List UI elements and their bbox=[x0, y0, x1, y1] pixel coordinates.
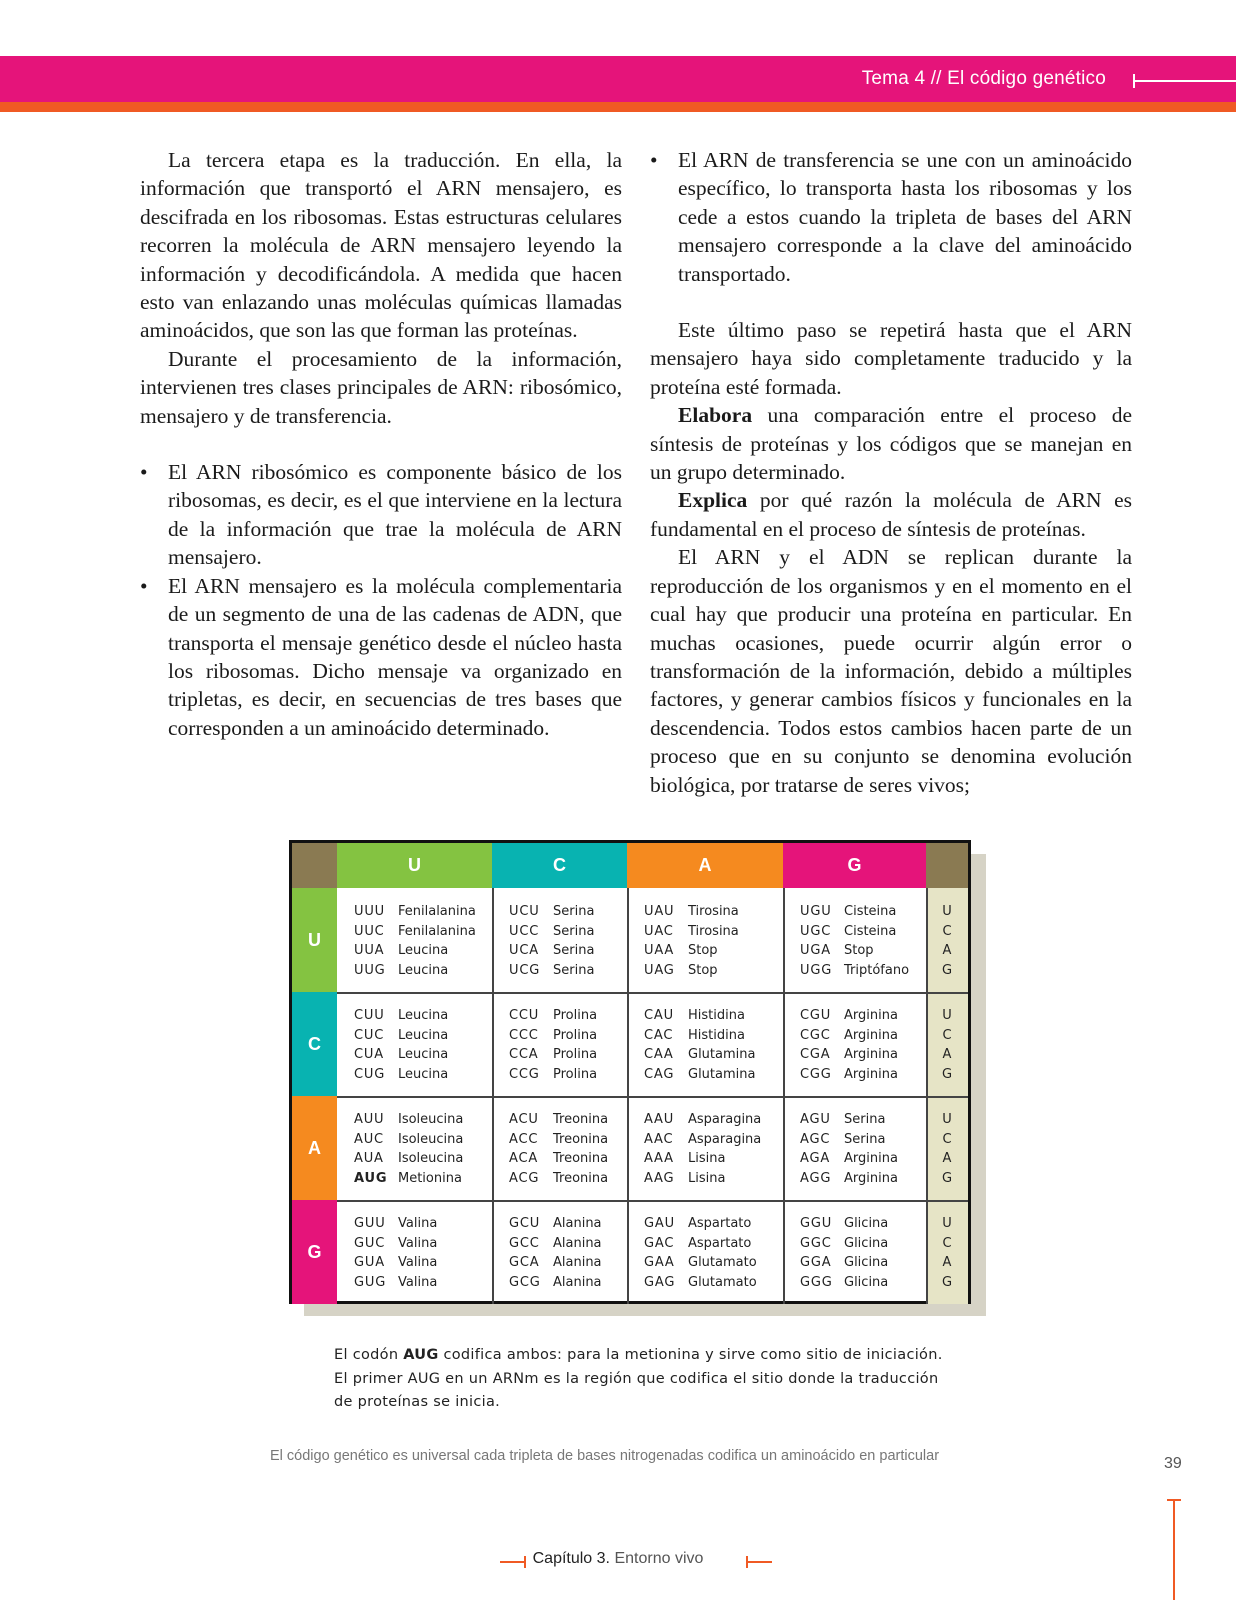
third-base: U bbox=[942, 1112, 952, 1127]
codon-cell bbox=[800, 1214, 888, 1292]
codon-entry bbox=[509, 1149, 608, 1169]
paragraph-ultimo-paso: Este último paso se repetirá hasta que el ARN mensajero haya sido completamente traducido y la proteína esté formada. bbox=[650, 318, 1132, 399]
codon-entry bbox=[800, 1273, 888, 1293]
amino-acid: Histidina bbox=[688, 1027, 745, 1043]
third-base: U bbox=[942, 1008, 952, 1023]
amino-acid: Histidina bbox=[688, 1008, 745, 1023]
codon: AGG bbox=[800, 1170, 832, 1186]
column-header-a: A bbox=[627, 843, 783, 888]
codon: CUU bbox=[354, 1008, 385, 1023]
codon-cell bbox=[509, 1214, 602, 1292]
amino-acid: Glutamina bbox=[688, 1047, 756, 1063]
header-tick bbox=[1133, 74, 1135, 88]
amino-acid: Aspartato bbox=[688, 1235, 752, 1251]
codon: ACC bbox=[509, 1131, 539, 1147]
amino-acid: Glicina bbox=[844, 1235, 889, 1251]
codon: AAG bbox=[644, 1170, 675, 1186]
codon-entry bbox=[644, 1149, 761, 1169]
codon-entry bbox=[509, 1065, 597, 1085]
amino-acid: Serina bbox=[844, 1131, 886, 1147]
codon-cell bbox=[354, 1214, 437, 1292]
codon-entry bbox=[644, 941, 739, 961]
amino-acid: Lisina bbox=[688, 1151, 726, 1167]
codon-entry bbox=[354, 1130, 463, 1150]
page-side-tick bbox=[1167, 1499, 1181, 1501]
amino-acid: Serina bbox=[553, 923, 595, 939]
codon-entry bbox=[644, 1130, 761, 1150]
amino-acid: Isoleucina bbox=[398, 1151, 464, 1167]
codon-entry bbox=[644, 1234, 757, 1254]
paragraph-elabora bbox=[650, 401, 1132, 486]
codon-entry bbox=[800, 1130, 898, 1150]
codon: GAU bbox=[644, 1216, 675, 1231]
third-base-labels bbox=[926, 902, 968, 980]
codon: CGC bbox=[800, 1027, 831, 1043]
third-base: G bbox=[941, 962, 953, 978]
codon-entry bbox=[354, 1110, 463, 1130]
amino-acid: Serina bbox=[553, 962, 595, 978]
codon-entry bbox=[509, 1026, 597, 1046]
amino-acid: Aspartato bbox=[688, 1216, 752, 1231]
amino-acid: Glicina bbox=[844, 1216, 889, 1231]
grid-line bbox=[337, 992, 968, 994]
amino-acid: Serina bbox=[553, 943, 595, 959]
amino-acid: Glutamina bbox=[688, 1066, 756, 1082]
amino-acid: Cisteina bbox=[844, 923, 897, 939]
codon: GGG bbox=[800, 1274, 833, 1290]
codon-entry bbox=[800, 1214, 888, 1234]
codon-cell bbox=[644, 1006, 755, 1084]
codon-entry bbox=[509, 1253, 602, 1273]
third-base: C bbox=[942, 923, 952, 939]
amino-acid: Leucina bbox=[398, 1047, 449, 1063]
codon-entry bbox=[644, 1006, 755, 1026]
codon-entry bbox=[644, 1110, 761, 1130]
codon: UAA bbox=[644, 943, 675, 959]
codon-entry bbox=[509, 1006, 597, 1026]
codon: GCC bbox=[509, 1235, 540, 1251]
amino-acid: Alanina bbox=[553, 1235, 602, 1251]
codon-cell bbox=[354, 902, 476, 980]
codon-entry bbox=[509, 902, 594, 922]
paragraph-elabora-text: una comparación entre el proceso de síntesis de proteínas y los códigos que se manejan en un grupo determinado. bbox=[650, 403, 1132, 485]
codon-entry bbox=[644, 1273, 757, 1293]
amino-acid: Alanina bbox=[553, 1274, 602, 1290]
section-title: Tema 4 // El código genético bbox=[861, 68, 1106, 89]
codon-entry bbox=[800, 1169, 898, 1189]
amino-acid: Stop bbox=[688, 943, 718, 959]
amino-acid: Glutamato bbox=[688, 1255, 757, 1271]
codon: ACA bbox=[509, 1151, 539, 1167]
amino-acid: Glicina bbox=[844, 1274, 889, 1290]
codon: UGU bbox=[800, 904, 832, 919]
codon: GAG bbox=[644, 1274, 676, 1290]
amino-acid: Stop bbox=[688, 962, 718, 978]
amino-acid: Alanina bbox=[553, 1216, 602, 1231]
codon: UGC bbox=[800, 923, 832, 939]
codon: UAG bbox=[644, 962, 675, 978]
codon-cell bbox=[644, 1110, 761, 1188]
codon: CCC bbox=[509, 1027, 539, 1043]
codon-entry bbox=[509, 1130, 608, 1150]
third-base-labels bbox=[926, 1110, 968, 1188]
third-base: A bbox=[942, 1255, 952, 1271]
codon: GUC bbox=[354, 1235, 386, 1251]
codon: AUG bbox=[354, 1170, 388, 1186]
caption-text-pre: El codón bbox=[334, 1347, 404, 1363]
amino-acid: Arginina bbox=[844, 1008, 898, 1023]
codon: GUA bbox=[354, 1255, 385, 1271]
codon-entry bbox=[800, 1026, 898, 1046]
amino-acid: Treonina bbox=[553, 1131, 609, 1147]
amino-acid: Treonina bbox=[553, 1151, 609, 1167]
codon: CGG bbox=[800, 1066, 832, 1082]
footer-chapter: Capítulo 3. bbox=[532, 1550, 610, 1567]
footer-chapter-title: Entorno vivo bbox=[614, 1550, 704, 1567]
codon-cell bbox=[644, 902, 739, 980]
third-base: A bbox=[942, 1151, 952, 1167]
codon: ACU bbox=[509, 1112, 539, 1127]
third-base: A bbox=[942, 943, 952, 959]
amino-acid: Valina bbox=[398, 1274, 438, 1290]
amino-acid: Valina bbox=[398, 1216, 438, 1231]
amino-acid: Asparagina bbox=[688, 1131, 762, 1147]
codon-entry bbox=[354, 1026, 448, 1046]
codon: CGU bbox=[800, 1008, 832, 1023]
amino-acid: Metionina bbox=[398, 1170, 462, 1186]
codon-cell bbox=[800, 1006, 898, 1084]
codon-entry bbox=[354, 1214, 437, 1234]
keyword-explica: Explica bbox=[678, 488, 748, 513]
third-base-labels bbox=[926, 1006, 968, 1084]
paragraph-evolucion: El ARN y el ADN se replican durante la reproducción de los organismos y en el momento en el cual hay que producir una proteína en particular. En muchas ocasiones, puede ocurrir algún error o transformación de la información, debido a múltiples factores, y generar cambios físicos y funcionales en la descendencia. Todos estos cambios hacen parte de un proceso que en su conjunto se denomina evolución biológica, por tratarse de seres vivos; bbox=[650, 545, 1132, 797]
codon-entry bbox=[800, 902, 909, 922]
codon-cell bbox=[509, 902, 594, 980]
amino-acid: Valina bbox=[398, 1235, 438, 1251]
third-base: A bbox=[942, 1047, 952, 1063]
codon-entry bbox=[509, 1214, 602, 1234]
paragraph-explica bbox=[650, 486, 1132, 543]
row-header-g: G bbox=[292, 1200, 337, 1304]
codon-entry bbox=[644, 961, 739, 981]
third-base: G bbox=[941, 1170, 953, 1186]
amino-acid: Leucina bbox=[398, 943, 449, 959]
codon-entry bbox=[354, 1253, 437, 1273]
amino-acid: Leucina bbox=[398, 1027, 449, 1043]
codon-cell bbox=[354, 1110, 463, 1188]
table-corner-right bbox=[926, 843, 968, 888]
amino-acid: Leucina bbox=[398, 1066, 449, 1082]
codon-entry bbox=[800, 922, 909, 942]
amino-acid: Triptófano bbox=[844, 962, 910, 978]
codon: ACG bbox=[509, 1170, 540, 1186]
codon: UGG bbox=[800, 962, 833, 978]
codon-entry bbox=[800, 1110, 898, 1130]
codon: GUG bbox=[354, 1274, 387, 1290]
row-header-u: U bbox=[292, 888, 337, 992]
codon-entry bbox=[800, 1045, 898, 1065]
amino-acid: Fenilalanina bbox=[398, 923, 476, 939]
amino-acid: Arginina bbox=[844, 1047, 898, 1063]
paragraph-traduccion: La tercera etapa es la traducción. En ella, la información que transportó el ARN mensajero, es descifrada en los ribosomas. Estas estructuras celulares recorren la molécula de ARN mensajero leyendo la información y decodificándola. A medida que hacen esto van enlazando unas moléculas químicas llamadas aminoácidos, que son las que forman las proteínas. bbox=[140, 148, 622, 343]
codon-entry bbox=[354, 902, 476, 922]
amino-acid: Glutamato bbox=[688, 1274, 757, 1290]
codon: AGU bbox=[800, 1112, 831, 1127]
codon-entry bbox=[509, 922, 594, 942]
codon-entry bbox=[800, 961, 909, 981]
amino-acid: Prolina bbox=[553, 1008, 598, 1023]
codon-entry bbox=[644, 922, 739, 942]
amino-acid: Lisina bbox=[688, 1170, 726, 1186]
amino-acid: Serina bbox=[844, 1112, 886, 1127]
codon: AGC bbox=[800, 1131, 831, 1147]
codon-entry bbox=[800, 1234, 888, 1254]
codon: GCA bbox=[509, 1255, 540, 1271]
codon: GUU bbox=[354, 1216, 386, 1231]
codon: UAU bbox=[644, 904, 675, 919]
third-base: U bbox=[942, 904, 952, 919]
arn-types-list-cont bbox=[650, 146, 1132, 288]
codon: UCU bbox=[509, 904, 540, 919]
codon: UUG bbox=[354, 962, 386, 978]
amino-acid: Serina bbox=[553, 904, 595, 919]
codon: UCG bbox=[509, 962, 541, 978]
codon-entry bbox=[800, 1006, 898, 1026]
row-header-c: C bbox=[292, 992, 337, 1096]
paragraph-clases-arn: Durante el procesamiento de la información, intervienen tres clases principales de ARN: ribosómico, mensajero y de transferencia. bbox=[140, 346, 622, 428]
column-header-c: C bbox=[492, 843, 627, 888]
third-base: G bbox=[941, 1066, 953, 1082]
codon: AUU bbox=[354, 1112, 385, 1127]
amino-acid: Leucina bbox=[398, 1008, 449, 1023]
codon-entry bbox=[509, 961, 594, 981]
codon: CAU bbox=[644, 1008, 674, 1023]
codon-entry bbox=[354, 1149, 463, 1169]
codon: UUU bbox=[354, 904, 385, 919]
codon: GAA bbox=[644, 1255, 675, 1271]
codon-cell bbox=[644, 1214, 757, 1292]
amino-acid: Isoleucina bbox=[398, 1112, 464, 1127]
bullet-arn-ribosomico: • El ARN ribosómico es componente básico de los ribosomas, es decir, es el que interviene en la lectura de la información que trae la molécula de ARN mensajero. bbox=[140, 458, 622, 572]
amino-acid: Valina bbox=[398, 1255, 438, 1271]
amino-acid: Fenilalanina bbox=[398, 904, 476, 919]
codon-entry bbox=[354, 1065, 448, 1085]
codon: AAA bbox=[644, 1151, 674, 1167]
table-corner-left bbox=[292, 843, 337, 888]
table-caption bbox=[334, 1344, 954, 1415]
arn-types-list bbox=[140, 458, 622, 742]
codon-entry bbox=[509, 1234, 602, 1254]
grid-line bbox=[337, 1200, 968, 1202]
codon-entry bbox=[354, 1169, 463, 1189]
codon: AGA bbox=[800, 1151, 831, 1167]
codon: GGC bbox=[800, 1235, 832, 1251]
codon-entry bbox=[644, 1065, 755, 1085]
codon: UCC bbox=[509, 923, 540, 939]
codon-cell bbox=[509, 1110, 608, 1188]
codon-entry bbox=[354, 941, 476, 961]
amino-acid: Glicina bbox=[844, 1255, 889, 1271]
codon: CAC bbox=[644, 1027, 674, 1043]
codon: CUC bbox=[354, 1027, 385, 1043]
third-base: C bbox=[942, 1027, 952, 1043]
codon: AAU bbox=[644, 1112, 675, 1127]
codon-cell bbox=[509, 1006, 597, 1084]
codon: CAA bbox=[644, 1047, 674, 1063]
caption-text-post: codifica ambos: para la metionina y sirve como sitio de iniciación. El primer AUG en un ARNm es la región que codifica el sitio donde la traducción de proteínas se inicia. bbox=[334, 1347, 943, 1410]
amino-acid: Tirosina bbox=[688, 923, 739, 939]
codon: CCU bbox=[509, 1008, 540, 1023]
amino-acid: Arginina bbox=[844, 1151, 898, 1167]
codon: CGA bbox=[800, 1047, 831, 1063]
codon: AUA bbox=[354, 1151, 384, 1167]
amino-acid: Arginina bbox=[844, 1170, 898, 1186]
codon-entry bbox=[644, 1214, 757, 1234]
amino-acid: Cisteina bbox=[844, 904, 897, 919]
codon-cell bbox=[354, 1006, 448, 1084]
codon-entry bbox=[644, 1253, 757, 1273]
codon-cell bbox=[800, 1110, 898, 1188]
amino-acid: Isoleucina bbox=[398, 1131, 464, 1147]
footnote: El código genético es universal cada tripleta de bases nitrogenadas codifica un aminoácido en particular bbox=[270, 1448, 940, 1464]
codon-entry bbox=[509, 941, 594, 961]
third-base: U bbox=[942, 1216, 952, 1231]
codon: GGU bbox=[800, 1216, 833, 1231]
page-number: 39 bbox=[1164, 1455, 1182, 1472]
third-base: C bbox=[942, 1131, 952, 1147]
codon-entry bbox=[800, 1253, 888, 1273]
codon-entry bbox=[800, 1149, 898, 1169]
third-base: C bbox=[942, 1235, 952, 1251]
row-header-a: A bbox=[292, 1096, 337, 1200]
codon-entry bbox=[354, 961, 476, 981]
codon: CCG bbox=[509, 1066, 540, 1082]
codon-cell bbox=[800, 902, 909, 980]
codon-entry bbox=[644, 902, 739, 922]
codon-entry bbox=[354, 1006, 448, 1026]
codon: GCU bbox=[509, 1216, 541, 1231]
codon-entry bbox=[354, 1273, 437, 1293]
codon: CUA bbox=[354, 1047, 384, 1063]
amino-acid: Stop bbox=[844, 943, 874, 959]
right-column bbox=[650, 146, 1132, 799]
codon-entry bbox=[644, 1026, 755, 1046]
column-header-u: U bbox=[337, 843, 492, 888]
amino-acid: Treonina bbox=[553, 1170, 609, 1186]
amino-acid: Prolina bbox=[553, 1027, 598, 1043]
amino-acid: Treonina bbox=[553, 1112, 609, 1127]
header-rule bbox=[1133, 80, 1236, 82]
codon-entry bbox=[354, 1045, 448, 1065]
codon-entry bbox=[800, 1065, 898, 1085]
codon-entry bbox=[644, 1169, 761, 1189]
codon: CCA bbox=[509, 1047, 539, 1063]
third-base: G bbox=[941, 1274, 953, 1290]
codon-entry bbox=[509, 1273, 602, 1293]
codon: UUC bbox=[354, 923, 385, 939]
codon-entry bbox=[509, 1169, 608, 1189]
codon: AUC bbox=[354, 1131, 384, 1147]
third-base-labels bbox=[926, 1214, 968, 1292]
paragraph-explica-text: por qué razón la molécula de ARN es fundamental en el proceso de síntesis de proteínas. bbox=[650, 488, 1132, 541]
left-column bbox=[140, 146, 622, 742]
codon: CAG bbox=[644, 1066, 675, 1082]
amino-acid: Prolina bbox=[553, 1066, 598, 1082]
codon: UAC bbox=[644, 923, 674, 939]
header-stripe bbox=[0, 102, 1236, 112]
codon: CUG bbox=[354, 1066, 386, 1082]
bullet-arn-transferencia: • El ARN de transferencia se une con un aminoácido específico, lo transporta hasta los ribosomas y los cede a estos cuando la tripleta de bases del ARN mensajero corresponde a la clave del aminoácido transportado. bbox=[650, 146, 1132, 288]
codon-entry bbox=[354, 922, 476, 942]
codon-entry bbox=[354, 1234, 437, 1254]
bullet-arn-mensajero: • El ARN mensajero es la molécula complementaria de un segmento de una de las cadenas de ADN, que transporta el mensaje genético desde el núcleo hasta los ribosomas. Dicho mensaje va organizado en tripletas, es decir, en secuencias de tres bases que corresponden a un aminoácido determinado. bbox=[140, 572, 622, 742]
codon-entry bbox=[509, 1110, 608, 1130]
codon-entry bbox=[644, 1045, 755, 1065]
amino-acid: Tirosina bbox=[688, 904, 739, 919]
amino-acid: Asparagina bbox=[688, 1112, 762, 1127]
footer bbox=[0, 1550, 1236, 1568]
amino-acid: Leucina bbox=[398, 962, 449, 978]
column-header-g: G bbox=[783, 843, 926, 888]
amino-acid: Prolina bbox=[553, 1047, 598, 1063]
grid-line bbox=[337, 1096, 968, 1098]
codon-entry bbox=[800, 941, 909, 961]
amino-acid: Arginina bbox=[844, 1066, 898, 1082]
codon: AAC bbox=[644, 1131, 674, 1147]
keyword-elabora: Elabora bbox=[678, 403, 753, 428]
codon: GGA bbox=[800, 1255, 832, 1271]
caption-bold-codon: AUG bbox=[403, 1347, 439, 1363]
amino-acid: Alanina bbox=[553, 1255, 602, 1271]
codon: GAC bbox=[644, 1235, 675, 1251]
codon: UUA bbox=[354, 943, 385, 959]
amino-acid: Arginina bbox=[844, 1027, 898, 1043]
codon: GCG bbox=[509, 1274, 541, 1290]
codon: UCA bbox=[509, 943, 539, 959]
codon-table bbox=[289, 840, 971, 1304]
codon-entry bbox=[509, 1045, 597, 1065]
codon: UGA bbox=[800, 943, 831, 959]
